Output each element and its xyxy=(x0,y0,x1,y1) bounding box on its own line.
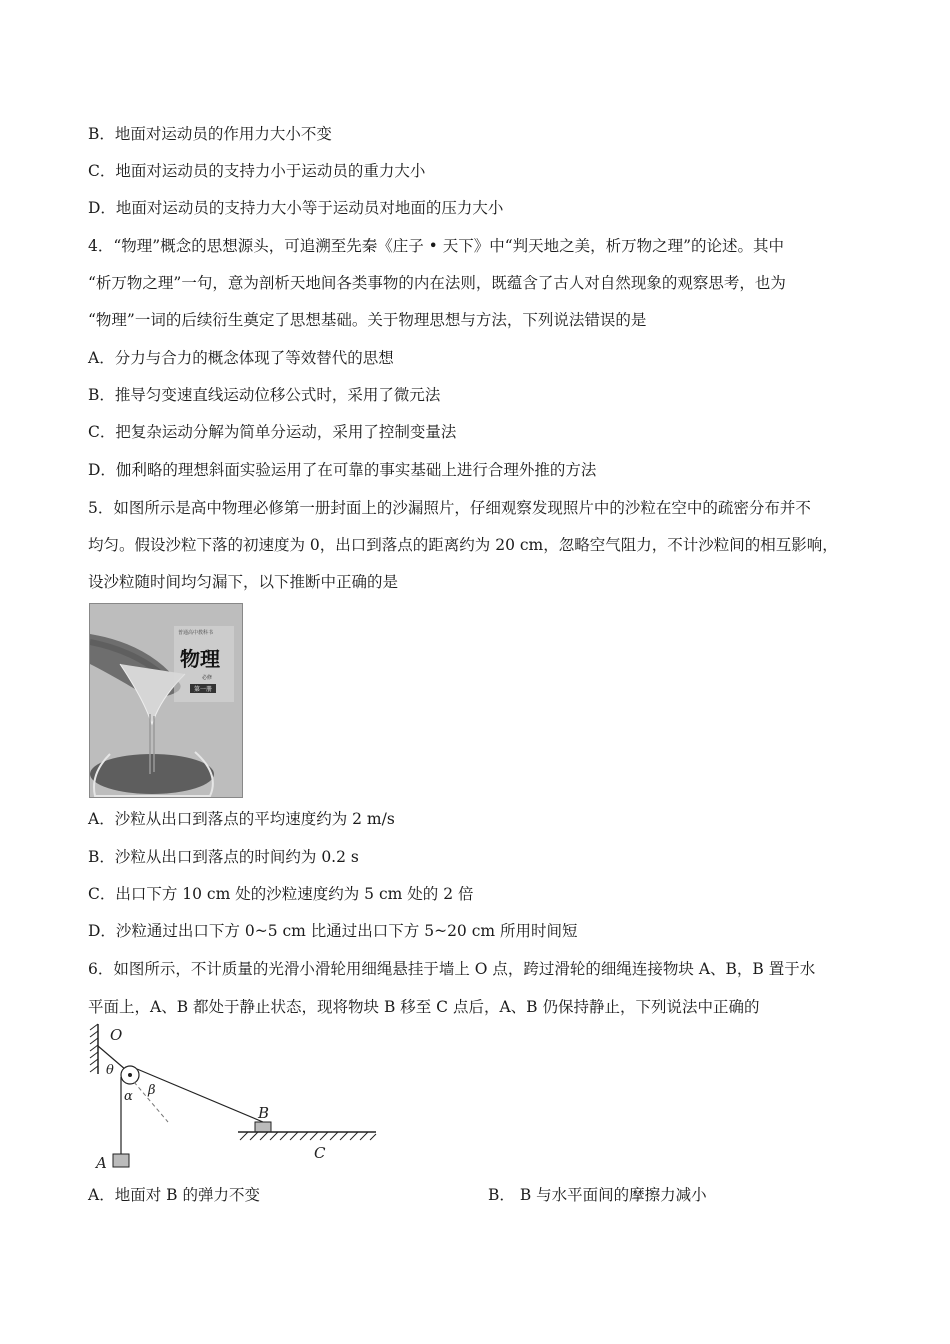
q4-option-b: B．推导匀变速直线运动位移公式时，采用了微元法 xyxy=(88,386,441,404)
label-beta: β xyxy=(148,1083,156,1098)
q4-stem-line1: 4．“物理”概念的思想源头，可追溯至先秦《庄子 • 天下》中“判天地之美，析万物之理”的论述。其中 xyxy=(88,237,785,255)
q5-option-b: B．沙粒从出口到落点的时间约为 0.2 s xyxy=(88,848,359,866)
q4-option-d: D．伽利略的理想斜面实验运用了在可靠的事实基础上进行合理外推的方法 xyxy=(88,461,597,479)
photo-header: 普通高中教科书 xyxy=(178,630,214,636)
label-a: A xyxy=(96,1154,107,1172)
q5-stem-line1: 5．如图所示是高中物理必修第一册封面上的沙漏照片，仔细观察发现照片中的沙粒在空中的疏密分布并不 xyxy=(88,499,811,517)
q5-option-c: C．出口下方 10 cm 处的沙粒速度约为 5 cm 处的 2 倍 xyxy=(88,885,474,903)
label-alpha: α xyxy=(124,1089,133,1104)
q6-stem-line2: 平面上，A、B 都处于静止状态，现将物块 B 移至 C 点后，A、B 仍保持静止，下列说法中正确的 xyxy=(88,998,760,1016)
q4-stem-line3: “物理”一词的后续衍生奠定了思想基础。关于物理思想与方法，下列说法错误的是 xyxy=(88,311,647,329)
hourglass-photo xyxy=(89,603,243,798)
q5-option-d: D．沙粒通过出口下方 0~5 cm 比通过出口下方 5~20 cm 所用时间短 xyxy=(88,922,578,940)
option-3d: D．地面对运动员的支持力大小等于运动员对地面的压力大小 xyxy=(88,199,504,217)
q4-stem-line2: “析万物之理”一句，意为剖析天地间各类事物的内在法则，既蕴含了古人对自然现象的观察思考，也为 xyxy=(88,274,786,292)
q4-option-c: C．把复杂运动分解为简单分运动，采用了控制变量法 xyxy=(88,423,457,441)
label-c: C xyxy=(314,1144,326,1162)
label-theta: θ xyxy=(106,1063,114,1078)
option-3c: C．地面对运动员的支持力小于运动员的重力大小 xyxy=(88,162,426,180)
q5-stem-line2: 均匀。假设沙粒下落的初速度为 0，出口到落点的距离约为 20 cm，忽略空气阻力，不计沙粒间的相互影响， xyxy=(88,536,838,554)
pulley-diagram xyxy=(88,1022,388,1174)
q5-option-a: A．沙粒从出口到落点的平均速度约为 2 m/s xyxy=(88,810,395,828)
q6-stem-line1: 6．如图所示，不计质量的光滑小滑轮用细绳悬挂于墙上 O 点，跨过滑轮的细绳连接物块 A、B，B 置于水 xyxy=(88,960,816,978)
option-3b: B．地面对运动员的作用力大小不变 xyxy=(88,125,332,143)
photo-sub2: 第一册 xyxy=(194,686,213,693)
q6-option-a: A．地面对 B 的弹力不变 xyxy=(88,1186,260,1204)
label-o: O xyxy=(110,1026,123,1044)
photo-sub1: 必修 xyxy=(202,675,213,681)
q4-option-a: A．分力与合力的概念体现了等效替代的思想 xyxy=(88,349,394,367)
label-b: B xyxy=(258,1104,270,1122)
q6-option-b: B． B 与水平面间的摩擦力减小 xyxy=(488,1186,707,1204)
q5-stem-line3: 设沙粒随时间均匀漏下，以下推断中正确的是 xyxy=(88,573,399,591)
photo-title: 物理 xyxy=(180,647,220,671)
